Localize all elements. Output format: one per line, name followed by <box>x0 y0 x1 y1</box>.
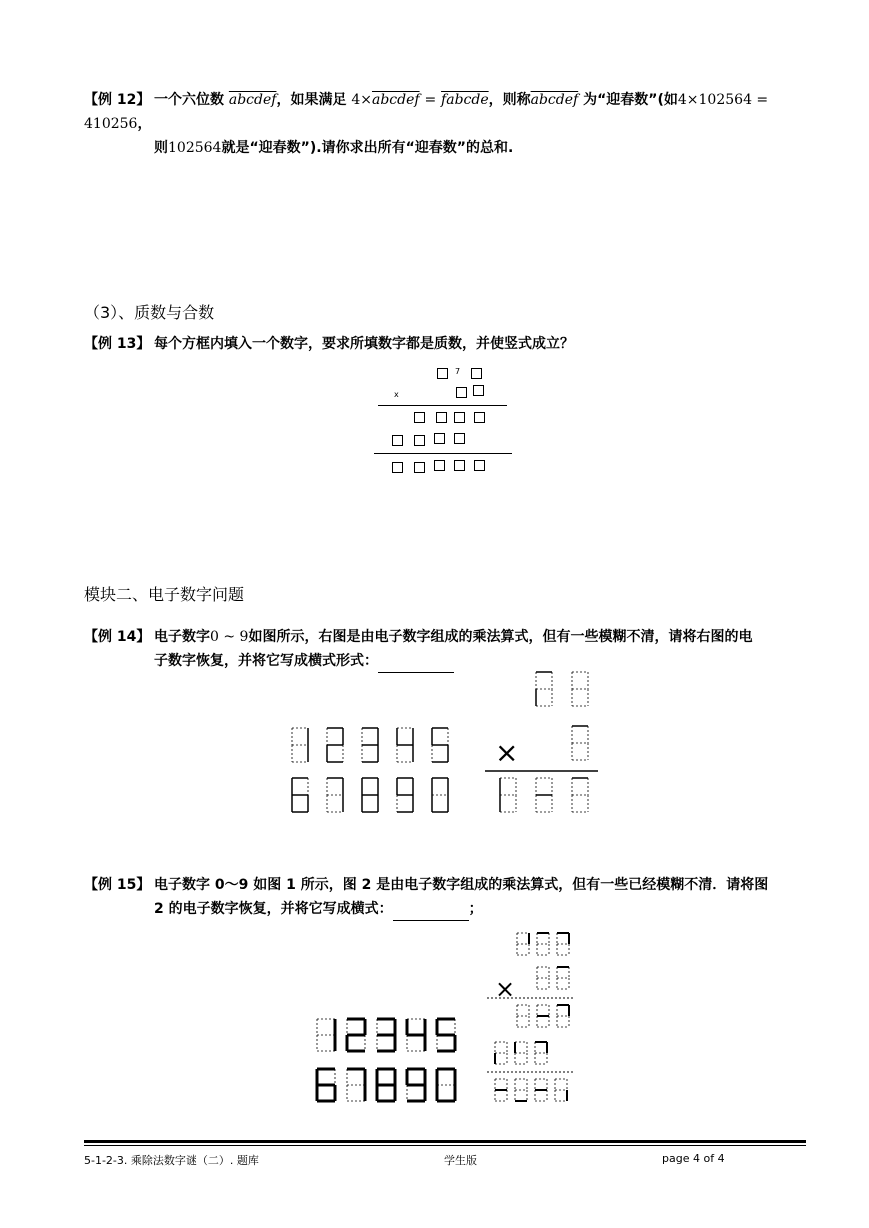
digit-box <box>454 433 465 444</box>
times-icon: × <box>495 975 516 1003</box>
digit-box <box>473 385 484 396</box>
digit-box <box>437 368 448 379</box>
example-14-text-2: 如图所示，右图是由电子数字组成的乘法算式，但有一些模糊不清，请将右图的电 <box>248 629 753 645</box>
footer-rule-thin <box>84 1145 806 1146</box>
digit-reference-1-to-0 <box>317 1019 455 1101</box>
example-15-digits-figure <box>305 925 585 1110</box>
example-12-line-2 <box>84 136 824 160</box>
example-13 <box>84 332 824 356</box>
digit-box <box>392 435 403 446</box>
module-2-heading: 模块二、电子数字问题 <box>84 585 245 604</box>
prime-multiplication-figure <box>370 362 520 482</box>
example-12-text-3: ，则称 <box>488 92 531 108</box>
figure-rule-1 <box>378 405 507 406</box>
example-14-line-1 <box>84 625 824 649</box>
answer-blank-2[interactable] <box>393 902 469 921</box>
example-15-end: ； <box>468 901 483 917</box>
digit-box <box>434 433 445 444</box>
equals-sign: = <box>424 92 437 108</box>
abcdef-overline: abcdef <box>228 92 277 108</box>
multiplier-4: 4 <box>351 92 361 108</box>
example-15 <box>84 873 824 921</box>
footer-left: 5-1-2-3. 乘除法数字谜（二）. 题库 <box>84 1154 259 1167</box>
digit-box <box>434 460 445 471</box>
example-14-digits-figure <box>280 664 610 824</box>
example-15-text-2: 2 的电子数字恢复，并将它写成横式： <box>154 901 393 917</box>
example-12-number: 102564 <box>168 140 222 156</box>
example-12-tag: 【例 12】 <box>84 92 151 108</box>
digit-box <box>471 368 482 379</box>
digit-box <box>474 412 485 423</box>
section-heading-3: （3）、质数与合数 <box>84 303 215 322</box>
digit-range: 0 ~ 9 <box>210 629 249 645</box>
example-12-text-4: 为“迎春数”(如 <box>583 92 678 108</box>
example-15-line-1 <box>84 873 824 897</box>
footer-page: page 4 of 4 <box>662 1152 725 1165</box>
fabcde-overline: fabcde <box>441 92 489 108</box>
blurred-multiplication-2 <box>495 933 569 1101</box>
times-icon: × <box>495 736 519 769</box>
example-12-line-2-pre: 则 <box>154 140 168 156</box>
example-12-text-2: ，如果满足 <box>276 92 347 108</box>
digit-box <box>454 412 465 423</box>
digit-box <box>456 387 467 398</box>
example-12 <box>84 88 824 160</box>
example-14-text-1: 电子数字 <box>154 629 210 645</box>
figure-rule-2 <box>374 453 512 454</box>
footer-center: 学生版 <box>444 1154 477 1167</box>
digit-box <box>414 412 425 423</box>
example-12-text-5: ， <box>137 116 152 132</box>
example-12-line-2-post: 就是“迎春数”).请你求出所有“迎春数”的总和. <box>221 140 514 156</box>
digit-seven: 7 <box>455 367 461 376</box>
digit-box <box>474 460 485 471</box>
example-15-text-1: 电子数字 0～9 如图 1 所示，图 2 是由电子数字组成的乘法算式，但有一些已经模糊不清．请将图 <box>154 877 769 893</box>
digit-box <box>392 462 403 473</box>
digit-box <box>414 435 425 446</box>
example-14-text-3: 子数字恢复，并将它写成横式形式： <box>154 653 378 669</box>
abcdef-overline-2: abcdef <box>371 92 420 108</box>
example-13-tag: 【例 13】 <box>84 336 151 352</box>
digit-box <box>414 462 425 473</box>
digit-reference-0-9 <box>292 728 448 812</box>
example-equation: 4×102564 = 410256 <box>84 92 769 132</box>
example-15-line-2 <box>84 897 824 921</box>
digit-box <box>436 412 447 423</box>
multiply-sign: x <box>394 390 399 399</box>
footer-rule-thick <box>84 1140 806 1143</box>
example-13-text: 每个方框内填入一个数字，要求所填数字都是质数，并使竖式成立？ <box>154 336 574 352</box>
abcdef-overline-3: abcdef <box>530 92 579 108</box>
example-12-text-1: 一个六位数 <box>154 92 224 108</box>
example-14-tag: 【例 14】 <box>84 629 151 645</box>
example-15-tag: 【例 15】 <box>84 877 151 893</box>
digit-box <box>454 460 465 471</box>
times-sign: × <box>360 92 372 108</box>
example-12-line-1 <box>84 88 824 136</box>
